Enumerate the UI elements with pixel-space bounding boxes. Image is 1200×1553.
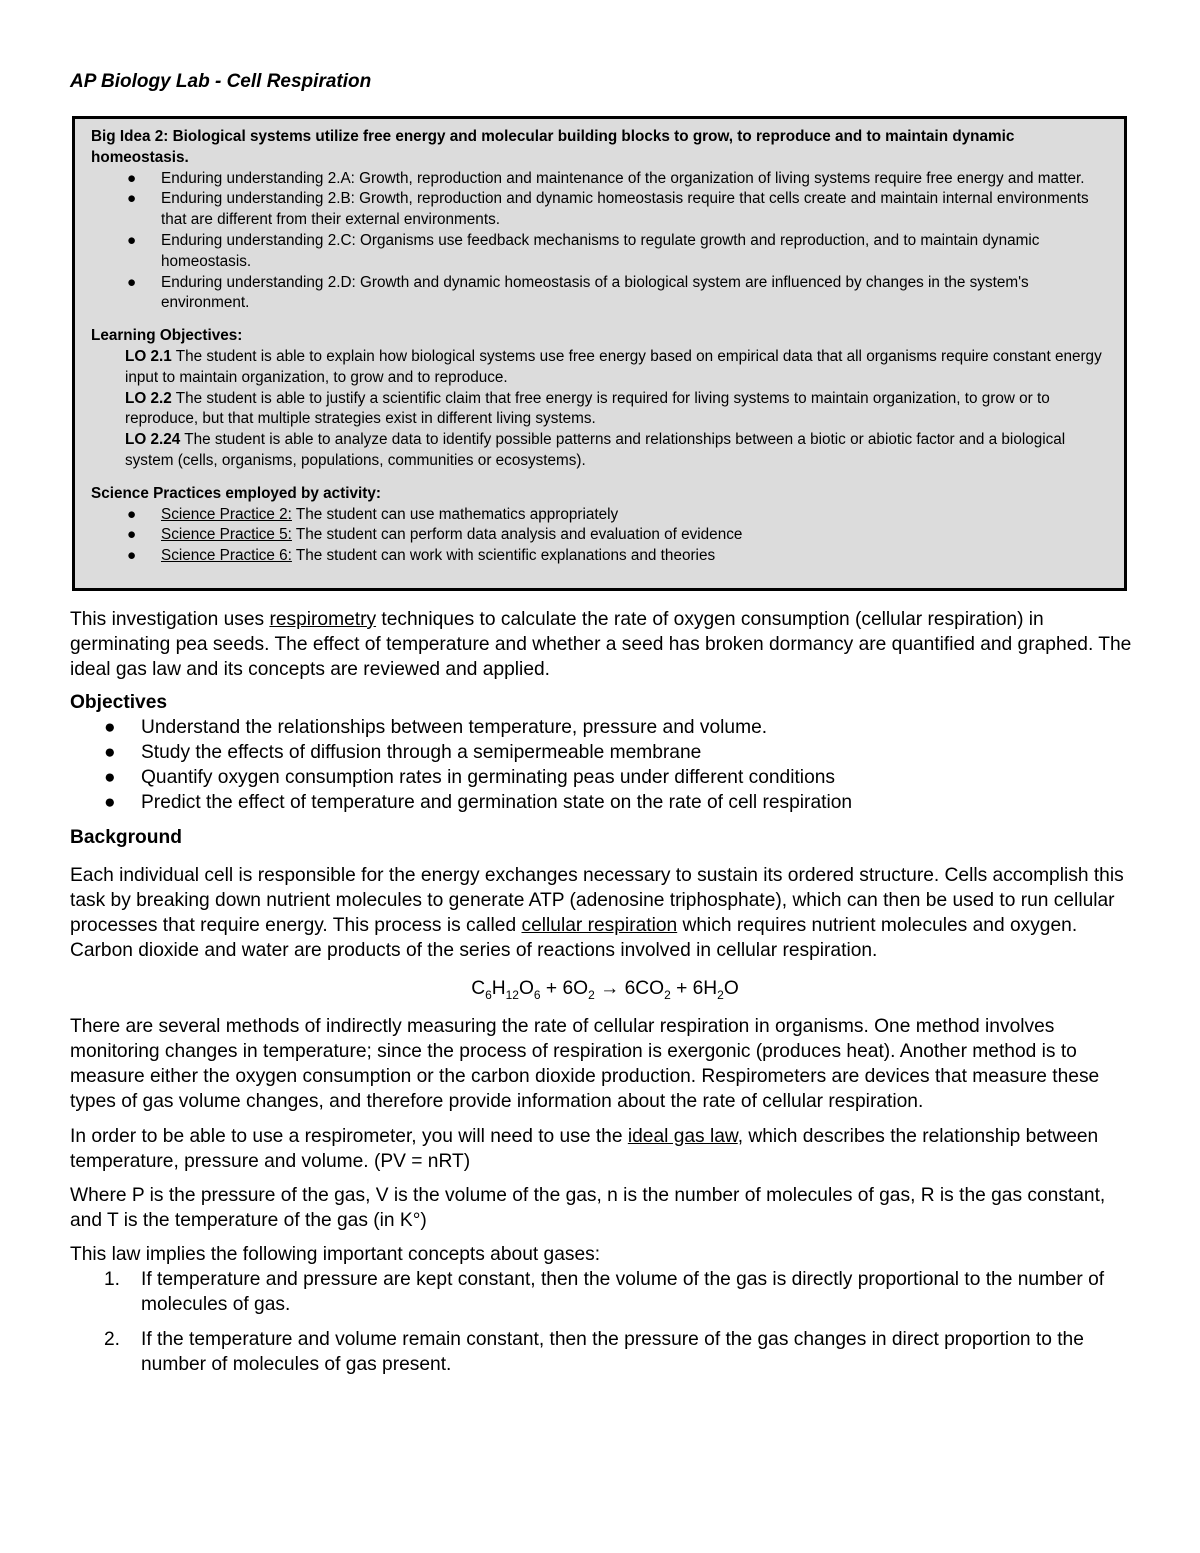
bullet-icon: ● [104,742,116,763]
bullet-icon: ● [127,273,137,291]
background-paragraph: Each individual cell is responsible for the energy exchanges necessary to sustain its ordered structure. Cells accomplish this task by breaking down nutrient molecules to generate ATP (adenosine triphosphate), which can then be used to run cellular processes that require energy. This process is called cellular respiration which requires nutrient molecules and oxygen. Carbon dioxide and water are products of the series of reactions involved in cellular respiration. [70,865,1124,961]
list-item: ● Enduring understanding 2.A: Growth, reproduction and maintenance of the organization of living systems require free energy and matter. [91,169,1110,190]
document-title: AP Biology Lab - Cell Respiration [70,71,372,92]
science-practices-list [91,505,1110,567]
bullet-icon: ● [104,717,116,738]
big-idea: Big Idea 2: Biological systems utilize free energy and molecular building blocks to grow, to reproduce and to maintain dynamic homeostasis. [91,128,1015,166]
list-item: ● Understand the relationships between temperature, pressure and volume. [104,717,768,738]
list-item: ● Predict the effect of temperature and germination state on the rate of cell respiration [104,792,853,813]
list-item: ● Enduring understanding 2.B: Growth, reproduction and dynamic homeostasis require that cells create and maintain internal environments that are different from their external environments. [127,190,1089,229]
cellular-respiration-term: cellular respiration [521,915,678,936]
list-item: ● Quantify oxygen consumption rates in germinating peas under different conditions [104,767,836,788]
learning-objectives-heading: Learning Objectives: [91,327,243,345]
list-item: ● Science Practice 6: The student can work with scientific explanations and theories [91,546,1110,567]
science-practices-heading: Science Practices employed by activity: [91,484,381,502]
objectives-heading: Objectives [70,692,168,713]
bullet-icon: ● [127,526,137,544]
bullet-icon: ● [127,547,137,565]
concepts-intro: This law implies the following important concepts about gases: [70,1244,601,1265]
ideal-gas-law-term: ideal gas law [627,1126,738,1147]
bullet-icon: ● [127,505,137,523]
learning-objective: LO 2.2 The student is able to justify a scientific claim that free energy is required for living systems to maintain organization, to grow or to reproduce, but that multiple strategies exist in different living systems. [125,389,1050,428]
enduring-understanding-list [91,169,1110,315]
background-heading: Background [70,827,182,848]
list-item: ● Enduring understanding 2.C: Organisms use feedback mechanisms to regulate growth and reproduction, and to maintain dynamic homeostasis. [127,231,1040,270]
bullet-icon: ● [104,767,116,788]
bullet-icon: ● [127,231,137,249]
variables-paragraph: Where P is the pressure of the gas, V is the volume of the gas, n is the number of molecules of gas, R is the gas constant, and T is the temperature of the gas (in K°) [70,1185,1106,1231]
gas-concepts-list [70,1267,1140,1377]
gas-law-paragraph: In order to be able to use a respirometer, you will need to use the ideal gas law, which describes the relationship between temperature, pressure and volume. (PV = nRT) [70,1126,1099,1172]
bullet-icon: ● [104,792,116,813]
standards-box [72,116,1127,591]
list-item: ● Enduring understanding 2.D: Growth and dynamic homeostasis of a biological system are influenced by changes in the system's environment. [127,273,1029,312]
learning-objective: LO 2.24 The student is able to analyze data to identify possible patterns and relationships between a biotic or abiotic factor and a biological system (cells, organisms, populations, communities or ecosystems). [125,431,1066,469]
intro-paragraph: This investigation uses respirometry techniques to calculate the rate of oxygen consumption (cellular respiration) in germinating pea seeds. The effect of temperature and whether a seed has broken dormancy are quantified and graphed. The ideal gas law and its concepts are reviewed and applied. [70,609,1132,680]
list-item: ● Study the effects of diffusion through a semipermeable membrane [104,742,702,763]
list-item: ● Science Practice 5: The student can perform data analysis and evaluation of evidence [91,525,1110,546]
methods-paragraph: There are several methods of indirectly measuring the rate of cellular respiration in organisms. One method involves monitoring changes in temperature; since the process of respiration is exergonic (produces heat). Another method is to measure either the oxygen consumption or the carbon dioxide production. Respirometers are devices that measure these types of gas volume changes, and therefore provide information about the rate of cellular respiration. [70,1016,1100,1112]
bullet-icon: ● [127,169,137,187]
respirometry-term: respirometry [269,609,377,630]
objectives-list [70,715,1140,815]
list-item: ● Science Practice 2: The student can use mathematics appropriately [91,505,1110,526]
list-item: 1. If temperature and pressure are kept constant, then the volume of the gas is directly proportional to the number of molecules of gas. [104,1269,1105,1315]
main-content [70,607,1140,1377]
respiration-equation: $C_6H_{12}O_6 + 6O_2 \to 6CO_2 + 6H_2O$ [471,978,739,1002]
list-item: 2. If the temperature and volume remain constant, then the pressure of the gas changes in direct proportion to the number of molecules of gas present. [104,1329,1084,1375]
learning-objective: LO 2.1 The student is able to explain how biological systems use free energy based on empirical data that all organisms require constant energy input to maintain organization, to grow and to reproduce. [125,347,1102,386]
bullet-icon: ● [127,190,137,208]
